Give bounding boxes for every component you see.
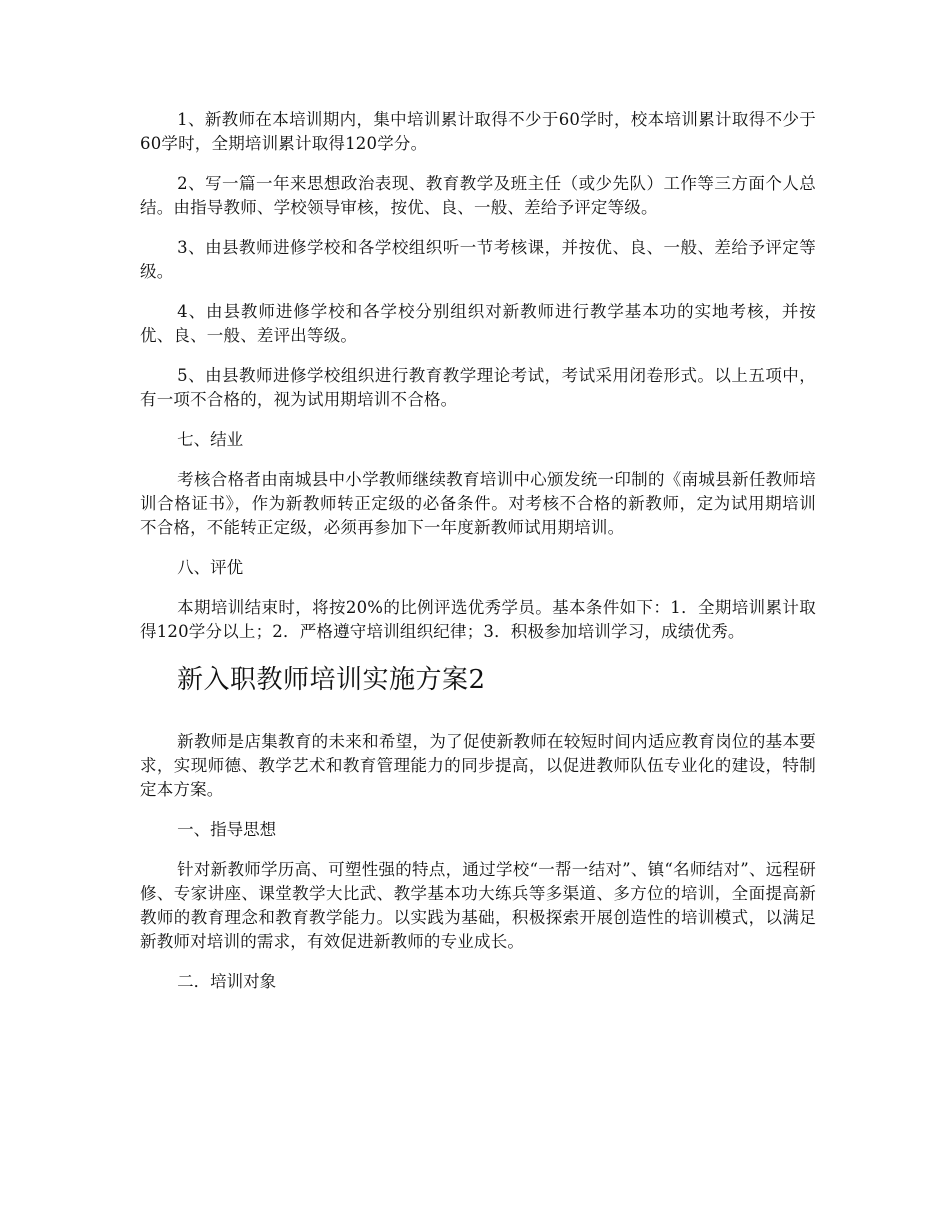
guiding-paragraph: 针对新教师学历高、可塑性强的特点，通过学校“一帮一结对”、镇“名师结对”、远程研修、专家讲座、课堂教学大比武、教学基本功大练兵等多渠道、多方位的培训，全面提高新教师的教育理念和教育教学能力。以实践为基础，积极探索开展创造性的培训模式，以满足新教师对培训的需求，有效促进新教师的专业成长。	[140, 860, 816, 951]
intro-paragraph: 新教师是店集教育的未来和希望，为了促使新教师在较短时间内适应教育岗位的基本要求，实现师德、教学艺术和教育管理能力的同步提高，以促进教师队伍专业化的建设，特制定本方案。	[140, 732, 816, 799]
assessment-item-4: 4、由县教师进修学校和各学校分别组织对新教师进行教学基本功的实地考核，并按优、良、一般、差评出等级。	[140, 302, 816, 345]
assessment-item-1: 1、新教师在本培训期内，集中培训累计取得不少于60学时，校本培训累计取得不少于60学时，全期培训累计取得120学分。	[140, 110, 816, 153]
graduation-heading: 七、结业	[177, 430, 244, 449]
assessment-item-2: 2、写一篇一年来思想政治表现、教育教学及班主任（或少先队）工作等三方面个人总结。由指导教师、学校领导审核，按优、良、一般、差给予评定等级。	[140, 174, 816, 217]
document-page	[140, 108, 816, 1010]
assessment-item-3: 3、由县教师进修学校和各学校组织听一节考核课，并按优、良、一般、差给予评定等级。	[140, 238, 816, 281]
assessment-item-5: 5、由县教师进修学校组织进行教育教学理论考试，考试采用闭卷形式。以上五项中，有一项不合格的，视为试用期培训不合格。	[140, 366, 816, 409]
award-paragraph: 本期培训结束时，将按20%的比例评选优秀学员。基本条件如下：1．全期培训累计取得120学分以上；2．严格遵守培训组织纪律；3．积极参加培训学习，成绩优秀。	[140, 598, 816, 641]
award-heading: 八、评优	[177, 558, 244, 577]
graduation-paragraph: 考核合格者由南城县中小学教师继续教育培训中心颁发统一印制的《南城县新任教师培训合格证书》，作为新教师转正定级的必备条件。对考核不合格的新教师，定为试用期培训不合格，不能转正定级，必须再参加下一年度新教师试用期培训。	[140, 470, 816, 537]
guiding-heading: 一、指导思想	[177, 820, 277, 839]
target-heading: 二．培训对象	[177, 972, 277, 991]
document-title: 新入职教师培训实施方案2	[177, 665, 486, 695]
